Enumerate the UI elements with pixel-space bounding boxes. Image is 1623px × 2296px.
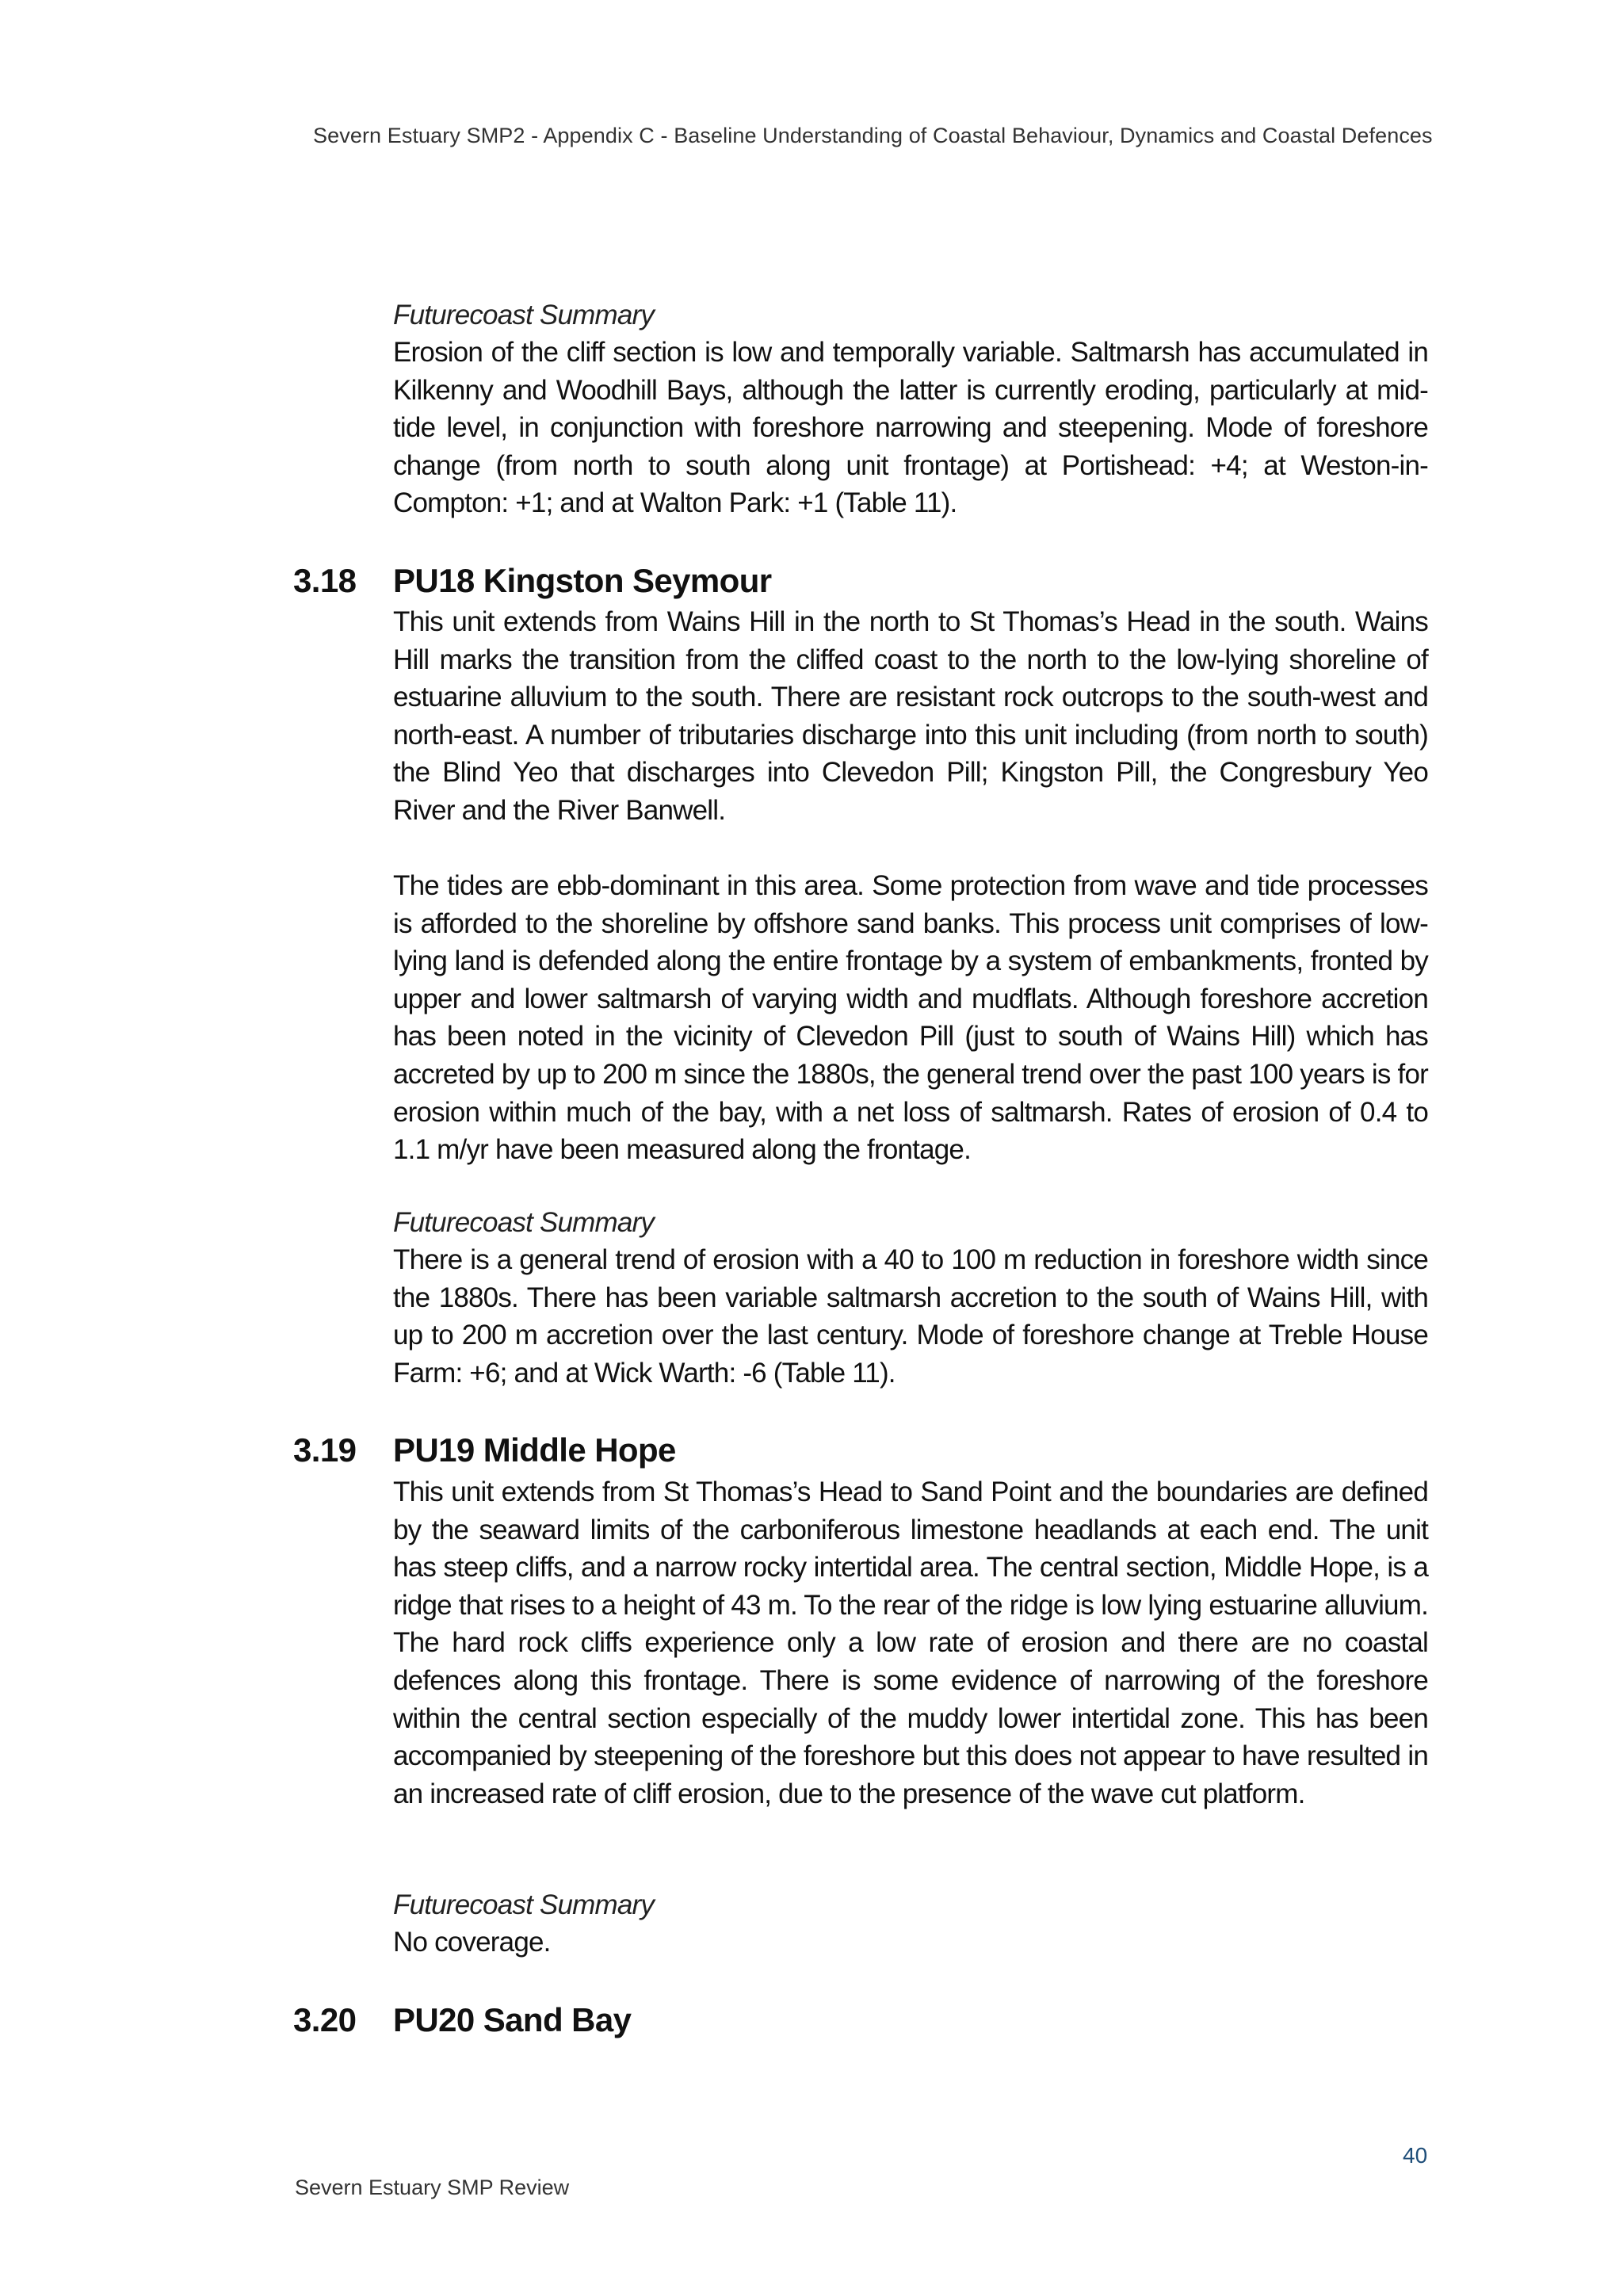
section-number: 3.18 [293,562,357,599]
section-heading-3-19 [293,1431,676,1470]
section-title: PU19 Middle Hope [393,1431,676,1469]
section-number: 3.20 [293,2001,357,2038]
futurecoast-summary-label: Futurecoast Summary [393,1207,655,1238]
section-3-18-paragraph-1: This unit extends from Wains Hill in the north to St Thomas’s Head in the south. Wains Hill marks the transition from the cliffed coast to the north to the low-lying shoreline of estuarine alluvium to the south. There are resistant rock outcrops to the south-west and north-east. A number of tributaries discharge into this unit including (from north to south) the Blind Yeo that discharges into Clevedon Pill; Kingston Pill, the Congresbury Yeo River and the River Banwell. [393,606,1428,826]
footer-text: Severn Estuary SMP Review [295,2176,570,2199]
futurecoast-summary-text: There is a general trend of erosion with a 40 to 100 m reduction in foreshore width since the 1880s. There has been variable saltmarsh accretion to the south of Wains Hill, with up to 200 m accretion over the last century. Mode of foreshore change at Treble House Farm: +6; and at Wick Warth: -6 (Table 11). [393,1244,1428,1389]
section-heading-3-18 [293,561,772,601]
section-title: PU18 Kingston Seymour [393,562,772,599]
futurecoast-summary-label: Futurecoast Summary [393,1889,655,1920]
page-number: 40 [1403,2143,1428,2168]
section-3-19-paragraph-1: This unit extends from St Thomas’s Head to Sand Point and the boundaries are defined by the seaward limits of the carboniferous limestone headlands at each end. The unit has steep cliffs, and a narrow rocky intertidal area. The central section, Middle Hope, is a ridge that rises to a height of 43 m. To the rear of the ridge is low lying estuarine alluvium. The hard rock cliffs experience only a low rate of erosion and there are no coastal defences along this frontage. There is some evidence of narrowing of the foreshore within the central section especially of the muddy lower intertidal zone. This has been accompanied by steepening of the foreshore but this does not appear to have resulted in an increased rate of cliff erosion, due to the presence of the wave cut platform. [393,1477,1428,1809]
running-header: Severn Estuary SMP2 - Appendix C - Baseline Understanding of Coastal Behaviour, Dynamics and Coastal Defences [313,124,1433,147]
section-title: PU20 Sand Bay [393,2001,632,2038]
futurecoast-summary-label: Futurecoast Summary [393,300,655,330]
futurecoast-summary-text: No coverage. [393,1927,551,1958]
section-heading-3-20 [293,2000,631,2040]
section-number: 3.19 [293,1431,357,1469]
section-3-18-paragraph-2: The tides are ebb-dominant in this area. Some protection from wave and tide processes is afforded to the shoreline by offshore sand banks. This process unit comprises of low-lying land is defended along the entire frontage by a system of embankments, fronted by upper and lower saltmarsh of varying width and mudflats. Although foreshore accretion has been noted in the vicinity of Clevedon Pill (just to south of Wains Hill) which has accreted by up to 200 m since the 1880s, the general trend over the past 100 years is for erosion within much of the bay, with a net loss of saltmarsh. Rates of erosion of 0.4 to 1.1 m/yr have been measured along the frontage. [393,870,1428,1166]
futurecoast-summary-text: Erosion of the cliff section is low and temporally variable. Saltmarsh has accumulated in Kilkenny and Woodhill Bays, although the latter is currently eroding, particularly at mid-tide level, in conjunction with foreshore narrowing and steepening. Mode of foreshore change (from north to south along unit frontage) at Portishead: +4; at Weston-in-Compton: +1; and at Walton Park: +1 (Table 11). [393,337,1428,519]
